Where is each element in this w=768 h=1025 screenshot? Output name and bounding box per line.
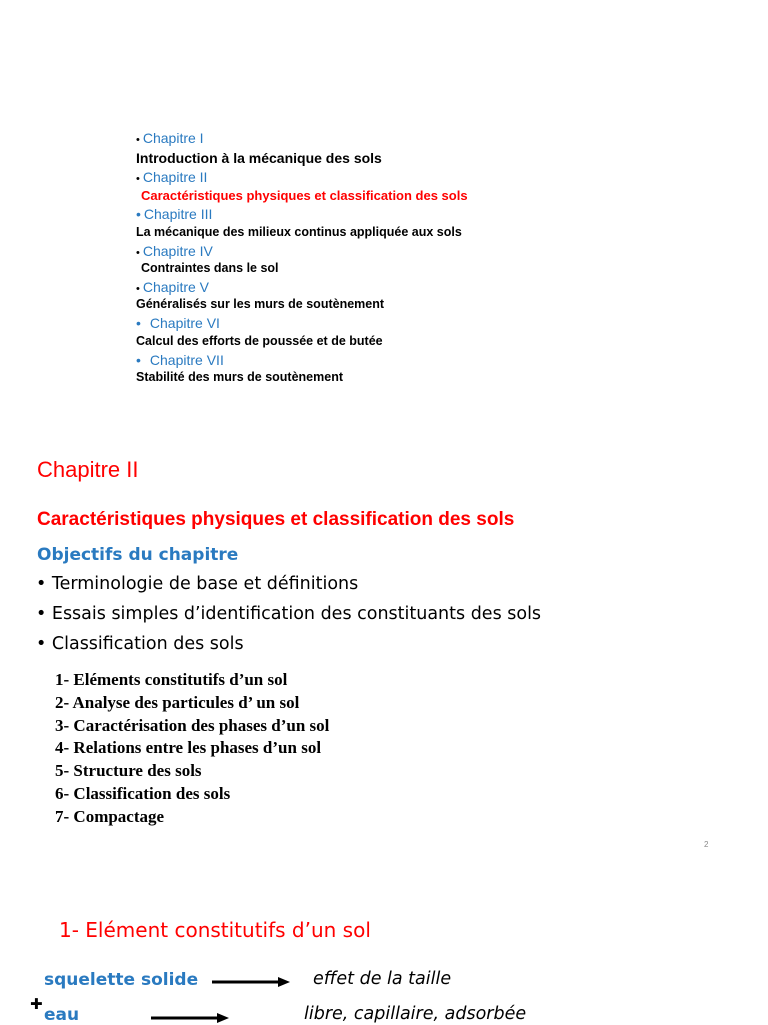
toc-chapter-3-label: Chapitre III bbox=[143, 206, 213, 222]
toc-chapter-5 bbox=[136, 279, 209, 295]
section-title: 1- Elément constitutifs d’un sol bbox=[59, 918, 371, 942]
right-arrow-icon bbox=[212, 976, 290, 988]
toc-chapter-2 bbox=[136, 169, 207, 185]
plan-item: 7- Compactage bbox=[55, 807, 165, 826]
objectives-heading: Objectifs du chapitre bbox=[37, 545, 239, 565]
objective-item: • Classification des sols bbox=[36, 634, 244, 654]
bullet: • bbox=[136, 352, 141, 368]
bullet: • bbox=[136, 283, 140, 295]
plan-item: 5- Structure des sols bbox=[55, 761, 202, 780]
objective-item: • Terminologie de base et définitions bbox=[36, 574, 359, 594]
toc-title-4: Contraintes dans le sol bbox=[141, 261, 279, 275]
toc-title-5: Généralisés sur les murs de soutènement bbox=[136, 297, 385, 311]
toc-chapter-2-label: Chapitre II bbox=[142, 169, 208, 185]
toc-chapter-6-label: Chapitre VI bbox=[149, 315, 220, 331]
chapter-title: Chapitre II bbox=[37, 457, 139, 482]
component-description-solid: effet de la taille bbox=[313, 969, 452, 989]
right-arrow-icon bbox=[151, 1012, 229, 1024]
bullet: • bbox=[136, 247, 140, 259]
toc-title-2: Caractéristiques physiques et classification des sols bbox=[141, 188, 468, 203]
toc-chapter-7 bbox=[136, 352, 224, 368]
toc-chapter-4 bbox=[136, 243, 213, 259]
toc-chapter-5-label: Chapitre V bbox=[142, 279, 210, 295]
plan-item: 1- Eléments constitutifs d’un sol bbox=[55, 670, 288, 689]
toc-chapter-7-label: Chapitre VII bbox=[149, 352, 224, 368]
toc-title-7: Stabilité des murs de soutènement bbox=[136, 370, 343, 384]
toc-chapter-6 bbox=[136, 315, 220, 331]
bullet: • bbox=[136, 173, 140, 185]
plan-item: 6- Classification des sols bbox=[55, 784, 231, 803]
toc-title-1: Introduction à la mécanique des sols bbox=[136, 150, 382, 166]
bullet: • bbox=[136, 134, 140, 146]
toc-chapter-1 bbox=[136, 130, 204, 146]
chapter-subtitle: Caractéristiques physiques et classification des sols bbox=[37, 509, 515, 530]
plus-icon: ✚ bbox=[30, 995, 43, 1013]
component-label-water: eau bbox=[44, 1005, 80, 1025]
toc-chapter-1-label: Chapitre I bbox=[142, 130, 204, 146]
bullet: • bbox=[136, 206, 141, 222]
component-label-solid: squelette solide bbox=[44, 970, 199, 990]
plan-item: 2- Analyse des particules d’ un sol bbox=[55, 693, 300, 712]
toc-title-3: La mécanique des milieux continus appliquée aux sols bbox=[136, 225, 462, 239]
toc-chapter-3 bbox=[136, 206, 212, 222]
component-description-water: libre, capillaire, adsorbée bbox=[304, 1004, 527, 1024]
bullet: • bbox=[136, 315, 141, 331]
toc-chapter-4-label: Chapitre IV bbox=[142, 243, 213, 259]
plan-item: 3- Caractérisation des phases d’un sol bbox=[55, 716, 330, 735]
toc-title-6: Calcul des efforts de poussée et de butée bbox=[136, 334, 383, 348]
objective-item: • Essais simples d’identification des constituants des sols bbox=[36, 604, 542, 624]
plan-item: 4- Relations entre les phases d’un sol bbox=[55, 738, 322, 757]
page-number: 2 bbox=[704, 840, 709, 849]
